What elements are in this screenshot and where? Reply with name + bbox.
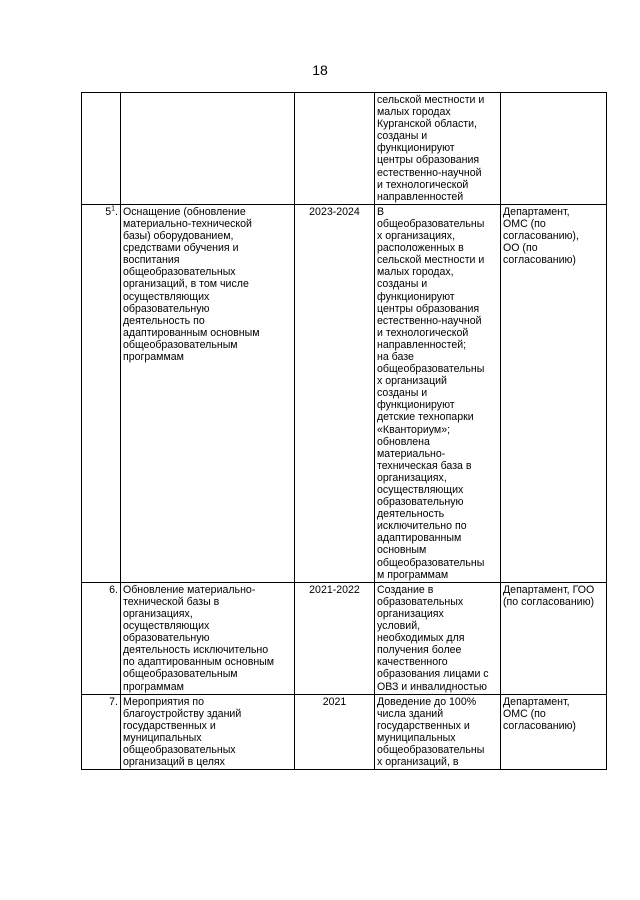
activity-cell-line: Оснащение (обновление	[123, 205, 246, 218]
responsible-cell	[501, 93, 607, 205]
activity-cell-line: общеобразовательных	[123, 266, 236, 279]
row-number-superscript: 1	[111, 205, 116, 213]
responsible-cell-line: согласованию),	[503, 230, 579, 243]
result-cell-line: исключительно по	[377, 520, 467, 533]
activity-cell	[121, 694, 295, 770]
table-row	[82, 694, 607, 770]
result-cell-line: общеобразовательны	[377, 217, 485, 230]
activity-cell-line: адаптированным основным	[123, 326, 260, 339]
result-cell-line: х организаций, в	[377, 756, 459, 769]
row-number-suffix: .	[115, 205, 118, 218]
table-row	[82, 204, 607, 582]
result-cell-line: общеобразовательны	[377, 556, 485, 569]
activity-cell-line: программам	[123, 680, 184, 693]
result-cell-line: на базе	[377, 350, 414, 363]
period-cell: 2021-2022	[295, 582, 375, 694]
result-cell-line: и технологической	[377, 326, 469, 339]
row-number	[82, 93, 121, 205]
result-cell-line: деятельность	[377, 508, 445, 521]
result-cell	[375, 204, 501, 582]
row-number	[82, 582, 121, 694]
activity-cell-line: деятельность исключительно	[123, 644, 269, 657]
activity-cell-line: осуществляющих	[123, 620, 210, 633]
result-cell-line: детские технопарки	[377, 411, 474, 424]
activity-cell-line: программам	[123, 350, 184, 363]
activity-cell	[121, 204, 295, 582]
result-cell-line: В	[377, 205, 385, 218]
page-number: 18	[312, 62, 328, 78]
result-cell-line: условий,	[377, 620, 421, 633]
result-cell-line: созданы и	[377, 130, 428, 143]
activity-cell-line: муниципальных	[123, 731, 202, 744]
activity-cell-line: деятельность по	[123, 314, 205, 327]
result-cell-line: естественно-научной	[377, 314, 482, 327]
result-cell-line: основным	[377, 544, 427, 557]
table-body	[82, 93, 607, 770]
table-row	[82, 93, 607, 205]
responsible-cell-line: Департамент, ГОО	[503, 583, 595, 596]
activity-cell-line: по адаптированным основным	[123, 656, 275, 669]
activity-cell-line: Мероприятия по	[123, 695, 204, 708]
row-number-text: 5	[105, 205, 112, 218]
result-cell-line: материально-	[377, 447, 446, 460]
result-cell-line: центры образования	[377, 302, 480, 315]
result-cell-line: качественного	[377, 656, 448, 669]
result-cell-line: функционируют	[377, 290, 455, 303]
result-cell-line: Доведение до 100%	[377, 695, 477, 708]
result-cell-line: м программам	[377, 568, 449, 581]
responsible-cell-line: ОМС (по	[503, 217, 546, 230]
responsible-cell-line: согласованию)	[503, 719, 576, 732]
result-cell-line: х организаций	[377, 375, 447, 388]
result-cell-line: обновлена	[377, 435, 430, 448]
result-cell-line: государственных и	[377, 719, 470, 732]
result-cell-line: адаптированным	[377, 532, 462, 545]
responsible-cell	[501, 204, 607, 582]
row-number	[82, 204, 121, 582]
result-cell-line: образовательную	[377, 496, 464, 509]
responsible-cell-line: Департамент,	[503, 205, 570, 218]
result-cell-line: осуществляющих	[377, 484, 464, 496]
result-cell-line: необходимых для	[377, 632, 465, 645]
activity-cell-line: образовательную	[123, 302, 210, 315]
result-cell	[375, 93, 501, 205]
activity-cell-line: организаций в целях	[123, 756, 225, 769]
responsible-cell-line: ОМС (по	[503, 707, 546, 720]
activities-table	[81, 92, 607, 770]
activity-cell-line: осуществляющих	[123, 290, 210, 303]
result-cell-line: центры образования	[377, 154, 480, 167]
result-cell-line: созданы и	[377, 278, 428, 291]
result-cell-line: техническая база в	[377, 459, 472, 472]
activity-cell-line: Обновление материально-	[123, 583, 256, 596]
period-cell	[295, 93, 375, 205]
result-cell-line: х организациях,	[377, 230, 456, 243]
result-cell	[375, 694, 501, 770]
result-cell-line: «Кванториум»;	[377, 423, 451, 436]
result-cell-line: общеобразовательны	[377, 743, 485, 756]
activity-cell-line: общеобразовательным	[123, 668, 238, 681]
activity-cell-line: базы) оборудованием,	[123, 230, 234, 243]
responsible-cell	[501, 694, 607, 770]
result-cell-line: направленностей	[377, 190, 464, 203]
result-cell-line: организациях	[377, 607, 444, 620]
result-cell-line: общеобразовательны	[377, 363, 485, 376]
responsible-cell-line: согласованию)	[503, 254, 576, 267]
activity-cell-line: воспитания	[123, 254, 180, 267]
result-cell-line: малых городах,	[377, 266, 454, 279]
activity-cell	[121, 93, 295, 205]
row-number-text: 7.	[109, 695, 118, 708]
result-cell-line: и технологической	[377, 178, 469, 191]
result-cell-line: числа зданий	[377, 707, 444, 720]
period-cell: 2023-2024	[295, 204, 375, 582]
result-cell-line: сельской местности и	[377, 254, 485, 267]
activity-cell-line: материально-технической	[123, 217, 252, 230]
result-cell-line: Курганской области,	[377, 118, 477, 131]
table-row	[82, 582, 607, 694]
activity-cell-line: организациях,	[123, 607, 193, 620]
responsible-cell	[501, 582, 607, 694]
period-cell: 2021	[295, 694, 375, 770]
result-cell-line: сельской местности и	[377, 94, 485, 106]
result-cell-line: муниципальных	[377, 731, 456, 744]
result-cell-line: Создание в	[377, 583, 434, 596]
responsible-cell-line: (по согласованию)	[503, 595, 595, 608]
responsible-cell-line: ОО (по	[503, 242, 538, 255]
responsible-cell-line: Департамент,	[503, 695, 570, 708]
result-cell-line: созданы и	[377, 387, 428, 400]
result-cell-line: образовательных	[377, 595, 464, 608]
result-cell-line: ОВЗ и инвалидностью	[377, 680, 487, 693]
result-cell-line: получения более	[377, 644, 462, 657]
row-number-text: 6.	[109, 583, 118, 596]
activity-cell-line: образовательную	[123, 632, 210, 645]
result-cell-line: расположенных в	[377, 242, 464, 255]
activity-cell-line: общеобразовательным	[123, 338, 238, 351]
result-cell	[375, 582, 501, 694]
activity-cell-line: технической базы в	[123, 595, 220, 608]
result-cell-line: направленностей;	[377, 338, 467, 351]
result-cell-line: малых городах	[377, 106, 451, 119]
activity-cell-line: средствами обучения и	[123, 242, 239, 255]
row-number	[82, 694, 121, 770]
activity-cell-line: государственных и	[123, 719, 216, 732]
activity-cell-line: общеобразовательных	[123, 743, 236, 756]
result-cell-line: естественно-научной	[377, 166, 482, 179]
result-cell-line: функционируют	[377, 399, 455, 412]
result-cell-line: образования лицами с	[377, 668, 489, 681]
activity-cell-line: благоустройству зданий	[123, 707, 242, 720]
result-cell-line: организациях,	[377, 471, 447, 484]
activity-cell	[121, 582, 295, 694]
result-cell-line: функционируют	[377, 142, 455, 155]
activity-cell-line: организаций, в том числе	[123, 278, 249, 291]
